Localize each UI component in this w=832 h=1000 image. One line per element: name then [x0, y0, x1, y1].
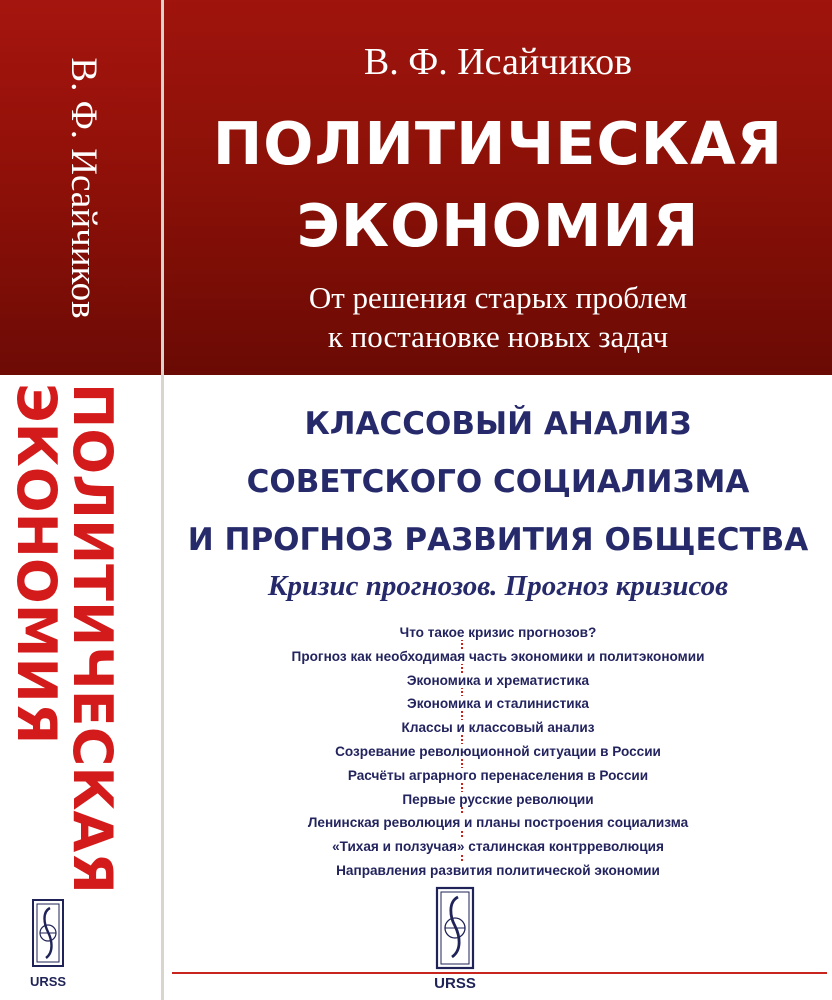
section-title-line: КЛАССОВЫЙ АНАЛИЗ	[304, 406, 692, 442]
spine	[0, 0, 162, 1000]
contents-item: Первые русские революции	[402, 791, 594, 807]
contents-item: Направления развития политической экономии	[336, 862, 660, 878]
contents-item: Классы и классовый анализ	[401, 720, 595, 736]
contents-item: Экономика и сталинистика	[407, 696, 589, 712]
spine-title-line: ЭКОНОМИЯ	[5, 383, 68, 745]
bottom-rule	[172, 972, 827, 974]
urss-logo-icon	[27, 898, 69, 1000]
book-subtitle-line: к постановке новых задач	[327, 319, 669, 354]
publisher-name: URSS	[434, 975, 476, 992]
book-title-line: ПОЛИТИЧЕСКАЯ	[212, 109, 784, 178]
contents-item: Расчёты аграрного перенаселения в России	[347, 767, 649, 783]
spine-title	[0, 383, 124, 943]
contents-item: Прогноз как необходимая часть экономики и политэкономии	[291, 648, 705, 664]
book-subtitle-line: От решения старых проблем	[308, 280, 688, 315]
front-red-band	[164, 0, 832, 375]
section-title	[164, 395, 832, 569]
contents-item: Экономика и хрематистика	[406, 672, 590, 688]
contents-item: «Тихая и ползучая» сталинская контрреволюция	[332, 839, 664, 855]
section-title-line: СОВЕТСКОГО СОЦИАЛИЗМА	[246, 464, 750, 500]
author-name: В. Ф. Исайчиков	[363, 41, 633, 83]
section-subtitle: Кризис прогнозов. Прогноз кризисов	[267, 570, 729, 602]
book-title	[164, 103, 832, 267]
publisher-name: URSS	[29, 974, 67, 989]
spine-author: В. Ф. Исайчиков	[63, 57, 104, 319]
book-title-line: ЭКОНОМИЯ	[296, 191, 700, 260]
contents-list	[164, 621, 832, 883]
front-cover	[164, 0, 832, 1000]
spine-title-line: ПОЛИТИЧЕСКАЯ	[61, 383, 124, 894]
contents-item: Созревание революционной ситуации в России	[335, 743, 661, 759]
book-subtitle	[164, 278, 832, 356]
contents-item: Что такое кризис прогнозов?	[399, 625, 597, 640]
section-title-line: И ПРОГНОЗ РАЗВИТИЯ ОБЩЕСТВА	[187, 522, 809, 558]
urss-logo-icon	[432, 886, 478, 1000]
contents-item: Ленинская революция и планы построения социализма	[307, 815, 689, 831]
